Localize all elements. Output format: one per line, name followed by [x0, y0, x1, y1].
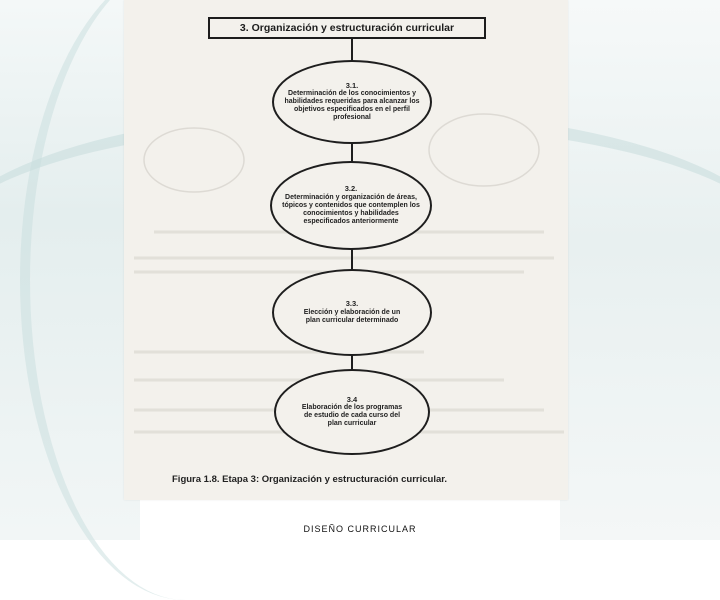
step-text: Determinación de los conocimientos y habilidades requeridas para alcanzar los objetivos especificados en el perfil profesional	[284, 90, 420, 122]
step-number: 3.1.	[345, 80, 359, 90]
step-text: Determinación y organización de áreas, tópicos y contenidos que contemplen los conocimientos y habilidades especificados anteriormente	[282, 193, 420, 225]
step-number: 3.4	[346, 394, 358, 404]
figure-title: 3. Organización y estructuración curricular	[239, 22, 455, 34]
figure-caption: Figura 1.8. Etapa 3: Organización y estructuración curricular.	[172, 474, 448, 485]
figure-title-box	[208, 17, 486, 39]
step-3-2-ellipse	[270, 161, 432, 250]
step-text: Elaboración de los programas de estudio de cada curso del plan curricular	[301, 404, 403, 428]
step-3-4-ellipse	[274, 369, 430, 455]
slide-footer: DISEÑO CURRICULAR	[303, 524, 417, 534]
step-3-1-ellipse	[272, 60, 432, 144]
step-number: 3.3.	[345, 299, 359, 309]
step-text: Elección y elaboración de un plan curricular determinado	[303, 308, 401, 324]
scanned-figure	[124, 0, 568, 500]
step-number: 3.2.	[344, 184, 358, 194]
step-3-3-ellipse	[272, 269, 432, 356]
